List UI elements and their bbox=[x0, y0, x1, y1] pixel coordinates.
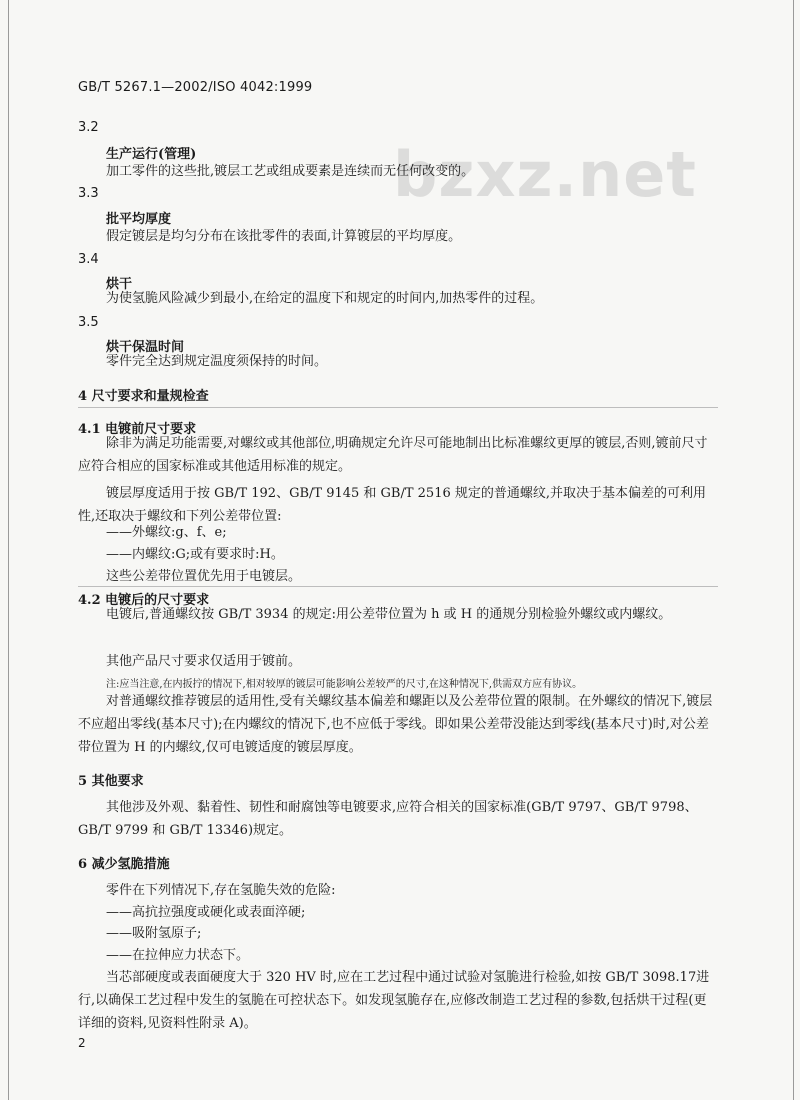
scan-edge-right bbox=[793, 0, 794, 1100]
clause-3-3-definition: 假定镀层是均匀分布在该批零件的表面,计算镀层的平均厚度。 bbox=[106, 229, 462, 244]
clause-3-5-term: 烘干保温时间 bbox=[106, 340, 185, 355]
clause-3-3-number: 3.3 bbox=[78, 186, 99, 201]
list-item-hydrogen-absorbed: ——吸附氢原子; bbox=[106, 926, 202, 941]
clause-3-2-number: 3.2 bbox=[78, 120, 99, 135]
section-4-1-title: 4.1 电镀前尺寸要求 bbox=[78, 422, 197, 437]
clause-3-4-definition: 为使氢脆风险减少到最小,在给定的温度下和规定的时间内,加热零件的过程。 bbox=[106, 291, 544, 306]
divider bbox=[78, 586, 718, 587]
section-4-2-para-2: 其他产品尺寸要求仅适用于镀前。 bbox=[106, 654, 302, 669]
section-4-2-title: 4.2 电镀后的尺寸要求 bbox=[78, 593, 210, 608]
section-4-1-para-2: 镀层厚度适用于按 GB/T 192、GB/T 9145 和 GB/T 2516 规定的普通螺纹,并取决于基本偏差的可利用性,还取决于螺纹和下列公差带位置: bbox=[78, 486, 707, 524]
section-4-2-para-3: 对普通螺纹推荐镀层的适用性,受有关螺纹基本偏差和螺距以及公差带位置的限制。在外螺纹的情况下,镀层不应超出零线(基本尺寸);在内螺纹的情况下,也不应低于零线。即如果公差带没能达到零线(基本尺寸)时,对公差带位置为 H 的内螺纹,仅可电镀适度的镀层厚度。 bbox=[78, 694, 713, 755]
watermark: bzxz.net bbox=[393, 138, 697, 211]
clause-3-4-term: 烘干 bbox=[106, 277, 133, 292]
standard-header: GB/T 5267.1—2002/ISO 4042:1999 bbox=[78, 80, 313, 95]
section-5-para-1: 其他涉及外观、黏着性、韧性和耐腐蚀等电镀要求,应符合相关的国家标准(GB/T 9797、GB/T 9798、GB/T 9799 和 GB/T 13346)规定。 bbox=[78, 800, 698, 838]
section-4-2-note: 注:应当注意,在内扳拧的情况下,相对较厚的镀层可能影响公差较严的尺寸,在这种情况下,供需双方应有协议。 bbox=[106, 679, 583, 690]
list-item-internal-thread: ——内螺纹:G;或有要求时:H。 bbox=[106, 547, 284, 562]
clause-3-4-number: 3.4 bbox=[78, 252, 99, 267]
section-4-title: 4 尺寸要求和量规检查 bbox=[78, 389, 209, 404]
list-item-tensile-stress: ——在拉伸应力状态下。 bbox=[106, 948, 250, 963]
section-6-title: 6 减少氢脆措施 bbox=[78, 857, 170, 872]
section-4-1-para-1: 除非为满足功能需要,对螺纹或其他部位,明确规定允许尽可能地制出比标准螺纹更厚的镀层,否则,镀前尺寸应符合相应的国家标准或其他适用标准的规定。 bbox=[78, 436, 708, 474]
clause-3-5-definition: 零件完全达到规定温度须保持的时间。 bbox=[106, 354, 328, 369]
clause-3-2-definition: 加工零件的这些批,镀层工艺或组成要素是连续而无任何改变的。 bbox=[106, 164, 475, 179]
clause-3-3-term: 批平均厚度 bbox=[106, 212, 172, 227]
clause-3-5-number: 3.5 bbox=[78, 315, 99, 330]
section-6-para-2: 当芯部硬度或表面硬度大于 320 HV 时,应在工艺过程中通过试验对氢脆进行检验,如按 GB/T 3098.17进行,以确保工艺过程中发生的氢脆在可控状态下。如发现氢脆存在,应修改制造工艺过程的参数,包括烘干过程(更详细的资料,见资料性附录 A)。 bbox=[78, 970, 710, 1031]
list-item-external-thread: ——外螺纹:g、f、e; bbox=[106, 525, 227, 540]
clause-3-2-term: 生产运行(管理) bbox=[106, 147, 197, 162]
section-5-title: 5 其他要求 bbox=[78, 774, 144, 789]
section-4-1-para-3: 这些公差带位置优先用于电镀层。 bbox=[106, 569, 302, 584]
page-number: 2 bbox=[78, 1036, 86, 1050]
divider bbox=[78, 407, 718, 408]
scan-edge-left bbox=[8, 0, 9, 1100]
section-6-para-1: 零件在下列情况下,存在氢脆失效的危险: bbox=[106, 883, 336, 898]
list-item-high-strength: ——高抗拉强度或硬化或表面淬硬; bbox=[106, 905, 306, 920]
section-4-2-para-1: 电镀后,普通螺纹按 GB/T 3934 的规定:用公差带位置为 h 或 H 的通规分别检验外螺纹或内螺纹。 bbox=[106, 607, 672, 622]
